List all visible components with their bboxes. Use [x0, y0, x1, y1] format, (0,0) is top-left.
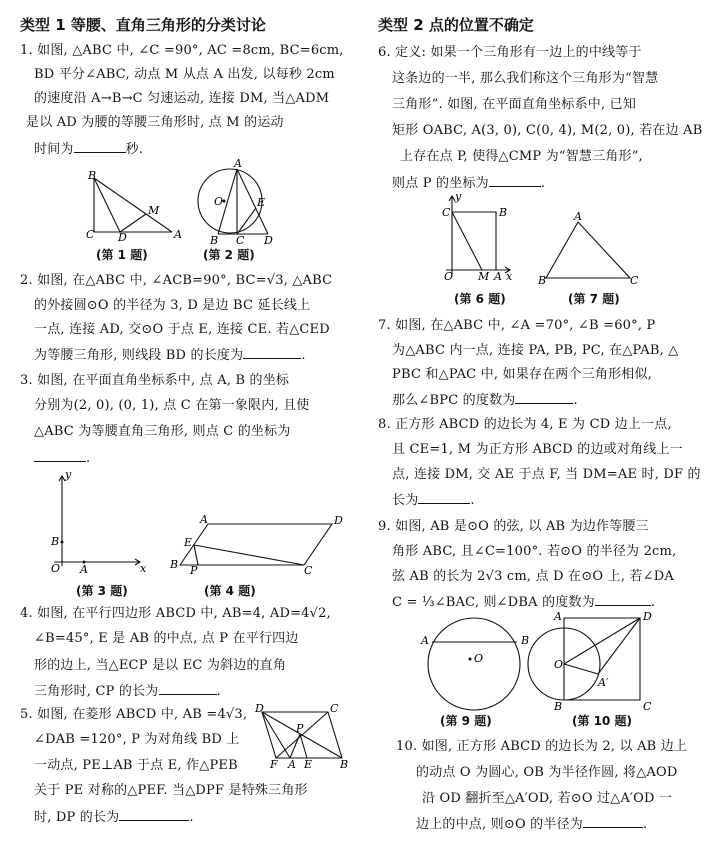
q4-line1: 4. 如图, 在平行四边形 ABCD 中, AB=4, AD=4√2,	[20, 606, 331, 621]
q5-line3: 一动点, PE⊥AB 于点 E, 作△PEB	[34, 758, 238, 773]
q6-line1: 6. 定义: 如果一个三角形有一边上的中线等于	[378, 45, 642, 60]
figure-2	[190, 157, 280, 250]
svg-text:D: D	[643, 610, 652, 623]
svg-text:E: E	[184, 536, 193, 549]
svg-text:B: B	[51, 535, 60, 548]
q5-suffix: .	[189, 810, 194, 825]
svg-text:C: C	[442, 206, 451, 219]
q4-prefix: 三角形时, CP 的长为	[34, 684, 159, 699]
svg-text:A: A	[494, 270, 502, 283]
figure-9	[418, 614, 538, 714]
svg-text:x: x	[140, 562, 147, 575]
figure-1-caption: (第 1 题)	[96, 248, 148, 262]
svg-text:O: O	[444, 270, 454, 283]
svg-text:B: B	[521, 634, 530, 647]
figure-2-caption: (第 2 题)	[203, 248, 255, 262]
q6-prefix: 则点 P 的坐标为	[392, 176, 489, 191]
q3-line2: 分别为(2, 0), (0, 1), 点 C 在第一象限内, 且使	[34, 398, 310, 413]
q9-line3: 弦 AB 的长为 2√3 cm, 点 D 在⊙O 上, 若∠DA	[392, 569, 674, 584]
q6-line2: 这条边的一半, 那么我们称这个三角形为“智慧	[392, 71, 659, 86]
q2-line2: 的外接圆⊙O 的半径为 3, D 是边 BC 延长线上	[34, 298, 311, 313]
svg-text:M: M	[478, 270, 490, 283]
svg-text:P: P	[190, 564, 198, 577]
q2-prefix: 为等腰三角形, 则线段 BD 的长度为	[34, 348, 244, 363]
q7-line3: PBC 和△PAC 中, 如果存在两个三角形相似,	[392, 367, 653, 382]
svg-text:y: y	[455, 190, 462, 203]
q9-line4	[392, 593, 655, 611]
svg-text:B: B	[210, 234, 219, 247]
figure-1	[80, 170, 180, 242]
svg-text:B: B	[499, 206, 508, 219]
q3-line1: 3. 如图, 在平面直角坐标系中, 点 A, B 的坐标	[20, 373, 290, 388]
q9-suffix: .	[650, 595, 656, 610]
figure-7-caption: (第 7 题)	[568, 292, 620, 306]
svg-text:A: A	[288, 758, 296, 771]
q1-line5	[34, 140, 143, 158]
svg-text:C: C	[330, 702, 339, 715]
svg-text:B: B	[554, 700, 563, 713]
svg-text:O: O	[554, 658, 564, 671]
q10-line3: 沿 OD 翻折至△A′OD, 若⊙O 过△A′OD 一	[422, 791, 673, 806]
q2-suffix: .	[301, 348, 306, 363]
svg-text:C: C	[630, 274, 639, 287]
figure-6-caption: (第 6 题)	[454, 292, 506, 306]
q2-line4	[34, 346, 306, 364]
svg-text:A: A	[554, 610, 562, 623]
q7-prefix: 那么∠BPC 的度数为	[392, 393, 516, 408]
q7-answer-blank[interactable]	[515, 391, 573, 404]
q1-line2: BD 平分∠ABC, 动点 M 从点 A 出发, 以每秒 2cm	[34, 67, 335, 82]
q8-answer-blank[interactable]	[418, 491, 470, 504]
q6-suffix: .	[540, 176, 546, 191]
svg-text:C: C	[304, 564, 313, 577]
q10-suffix: .	[642, 817, 648, 832]
q5-line5	[34, 808, 194, 826]
q7-suffix: .	[573, 393, 578, 408]
figure-5	[252, 702, 348, 774]
svg-text:F: F	[270, 758, 278, 771]
q2-line1: 2. 如图, 在△ABC 中, ∠ACB=90°, BC=√3, △ABC	[20, 273, 333, 288]
q5-line4: 关于 PE 对称的△PEF. 当△DPF 是特殊三角形	[34, 783, 308, 798]
svg-text:E: E	[257, 196, 266, 209]
q6-line3: 三角形”. 如图, 在平面直角坐标系中, 已知	[392, 97, 637, 112]
svg-text:A: A	[200, 513, 208, 526]
q10-line1: 10. 如图, 正方形 ABCD 的边长为 2, 以 AB 边上	[396, 739, 688, 754]
q9-prefix: C = ⅓∠BAC, 则∠DBA 的度数为	[392, 595, 595, 610]
q2-answer-blank[interactable]	[243, 346, 301, 359]
svg-text:D: D	[264, 234, 273, 247]
q8-suffix: .	[470, 493, 475, 508]
q1-suffix: 秒.	[125, 142, 144, 157]
svg-text:A: A	[174, 228, 182, 241]
svg-text:x: x	[506, 270, 513, 283]
svg-text:C: C	[236, 234, 245, 247]
q10-prefix: 边上的中点, 则⊙O 的半径为	[416, 817, 583, 832]
q6-answer-blank[interactable]	[489, 174, 541, 187]
q1-line3: 的速度沿 A→B→C 匀速运动, 连接 DM, 当△ADM	[34, 91, 330, 106]
q5-prefix: 时, DP 的长为	[34, 810, 120, 825]
svg-text:A: A	[80, 563, 88, 576]
q9-line2: 角形 ABC, 且∠C=100°. 若⊙O 的半径为 2cm,	[392, 544, 677, 559]
svg-text:D: D	[334, 514, 343, 527]
q1-prefix: 时间为	[34, 142, 74, 157]
svg-text:O: O	[51, 562, 61, 575]
svg-text:A: A	[421, 634, 429, 647]
q4-line4	[34, 682, 221, 700]
q4-suffix: .	[216, 684, 221, 699]
svg-text:O: O	[474, 652, 484, 665]
q9-line1: 9. 如图, AB 是⊙O 的弦, 以 AB 为边作等腰三	[378, 519, 649, 534]
q1-line4: 是以 AD 为腰的等腰三角形时, 点 M 的运动	[26, 115, 284, 130]
figure-4	[168, 513, 343, 577]
figure-10	[548, 610, 654, 714]
svg-text:C: C	[86, 228, 95, 241]
q4-line3: 形的边上, 当△ECP 是以 EC 为斜边的直角	[34, 658, 287, 673]
svg-text:B: B	[538, 274, 547, 287]
q8-line2: 且 CE=1, M 为正方形 ABCD 的边或对角线上一	[392, 442, 683, 457]
q2-line3: 一点, 连接 AD, 交⊙O 于点 E, 连接 CE. 若△CED	[34, 322, 330, 337]
figure-9-caption: (第 9 题)	[440, 714, 492, 728]
q5-answer-blank[interactable]	[119, 808, 189, 821]
q8-line4	[392, 491, 475, 509]
q5-line1: 5. 如图, 在菱形 ABCD 中, AB =4√3,	[20, 707, 248, 722]
svg-text:B: B	[88, 169, 97, 182]
figure-3-caption: (第 3 题)	[76, 584, 128, 598]
q8-prefix: 长为	[392, 493, 419, 508]
q3-line4	[34, 449, 90, 467]
q10-line4	[416, 815, 647, 833]
svg-text:A′: A′	[598, 676, 609, 689]
q8-line3: 点, 连接 DM, 交 AE 于点 F, 当 DM=AE 时, DF 的	[392, 467, 701, 482]
q8-line1: 8. 正方形 ABCD 的边长为 4, E 为 CD 边上一点,	[378, 417, 672, 432]
q7-line4	[392, 391, 578, 409]
section-heading-type1: 类型 1 等腰、直角三角形的分类讨论	[20, 16, 266, 34]
q10-line2: 的动点 O 为圆心, OB 为半径作圆, 将△AOD	[416, 765, 678, 780]
svg-text:A: A	[234, 157, 242, 170]
q4-line2: ∠B=45°, E 是 AB 的中点, 点 P 在平行四边	[34, 631, 299, 646]
q5-line2: ∠DAB =120°, P 为对角线 BD 上	[34, 732, 240, 747]
q4-answer-blank[interactable]	[159, 682, 217, 695]
q3-line3: △ABC 为等腰直角三角形, 则点 C 的坐标为	[34, 424, 291, 439]
figure-10-caption: (第 10 题)	[572, 714, 633, 728]
svg-text:D: D	[255, 702, 264, 715]
figure-6	[438, 190, 518, 284]
svg-text:O: O	[214, 195, 224, 208]
svg-text:M: M	[148, 204, 160, 217]
svg-text:C: C	[643, 700, 652, 713]
figure-3	[48, 470, 148, 575]
figure-7	[538, 212, 638, 287]
svg-text:B: B	[340, 758, 349, 771]
q1-line1: 1. 如图, △ABC 中, ∠C =90°, AC =8cm, BC=6cm,	[20, 43, 344, 58]
q6-line4: 矩形 OABC, A(3, 0), C(0, 4), M(2, 0), 若在边 AB	[392, 123, 703, 138]
svg-text:D: D	[118, 231, 127, 244]
q9-answer-blank[interactable]	[595, 593, 651, 606]
q10-answer-blank[interactable]	[583, 815, 643, 828]
svg-text:P: P	[296, 722, 304, 735]
svg-text:B: B	[170, 558, 179, 571]
figure-4-caption: (第 4 题)	[204, 584, 256, 598]
q1-answer-blank[interactable]	[74, 140, 126, 153]
q6-line5: 上存在点 P, 使得△CMP 为“智慧三角形”,	[400, 149, 643, 164]
svg-text:y: y	[65, 468, 72, 481]
q7-line2: 为△ABC 内一点, 连接 PA, PB, PC, 在△PAB, △	[392, 343, 679, 358]
section-heading-type2: 类型 2 点的位置不确定	[378, 16, 534, 34]
svg-text:A: A	[574, 210, 582, 223]
q3-answer-blank[interactable]	[34, 449, 86, 462]
svg-text:E: E	[304, 758, 313, 771]
q7-line1: 7. 如图, 在△ABC 中, ∠A =70°, ∠B =60°, P	[378, 318, 656, 333]
q3-suffix: .	[86, 451, 91, 466]
